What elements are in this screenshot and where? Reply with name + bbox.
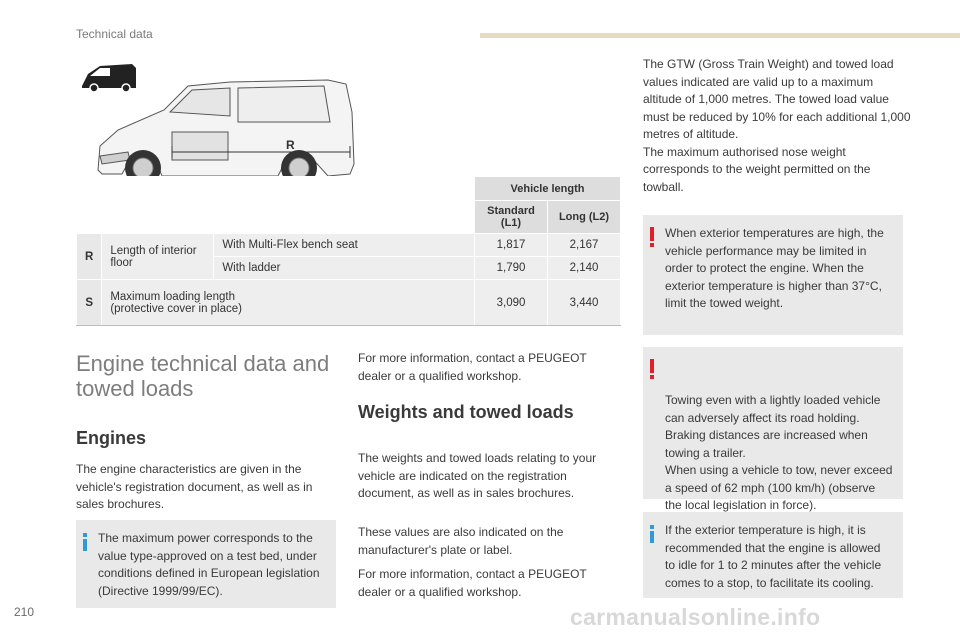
plate-text: These values are also indicated on the manufacturer's plate or label.	[358, 525, 564, 557]
row-label-max-loading: Maximum loading length (protective cover in place)	[102, 280, 475, 326]
value-max-loading-standard: 3,090	[475, 280, 548, 326]
gtw-text: The GTW (Gross Train Weight) and towed load values indicated are valid up to a maximum altitude of 1,000 metres. The towed load value must be reduced by 10% for each additional 1,000 metres of altitude. The maximum authorised nose weight corresponds to the weight permitted on the towball.	[643, 57, 911, 194]
warning-text-1: When exterior temperatures are high, the vehicle performance may be limited in order to protect the engine. When the exterior temperature is higher than 37°C, limit the towed weight.	[665, 226, 884, 310]
info-icon	[83, 533, 87, 551]
dimension-r-label: R	[286, 138, 295, 152]
page-number: 210	[14, 605, 35, 619]
weights-heading: Weights and towed loads	[358, 402, 574, 422]
section-title: Engine technical data and towed loads	[76, 351, 330, 401]
engines-info-note	[76, 520, 336, 608]
engines-note-text: The maximum power corresponds to the value type-approved on a test bed, under conditions defined in European legislation (Directive 1999/99/EC).	[98, 531, 320, 598]
vehicle-length-header: Vehicle length	[475, 177, 621, 201]
col-header-long: Long (L2)	[548, 201, 621, 234]
contact-text-1: For more information, contact a PEUGEOT dealer or a qualified workshop.	[358, 351, 587, 383]
row-letter-s: S	[77, 280, 102, 326]
contact-text-2: For more information, contact a PEUGEOT dealer or a qualified workshop.	[358, 567, 587, 599]
warning-icon	[650, 359, 654, 379]
towing-warning-note	[643, 347, 903, 512]
engines-heading: Engines	[76, 428, 147, 448]
warning-icon	[650, 227, 654, 247]
engines-text: The engine characteristics are given in the vehicle's registration document, as well as in sales brochures.	[76, 462, 313, 511]
info-icon	[650, 525, 654, 543]
value-bench-long: 2,167	[548, 234, 621, 257]
van-thumbnail-icon	[82, 64, 136, 92]
vehicle-length-table	[76, 176, 621, 326]
value-ladder-long: 2,140	[548, 257, 621, 280]
warning-text-2: Towing even with a lightly loaded vehicle can adversely affect its road holding. Braking distances are increased when towing a trailer. When using a vehicle to tow, never exceed a speed of 62 mph (100 km/h) (observe the local legislation in force).	[665, 393, 893, 512]
row-sublabel-bench: With Multi-Flex bench seat	[214, 234, 475, 257]
watermark: carmanualsonline.info	[570, 604, 821, 630]
cooling-info-note	[643, 512, 903, 598]
col-header-standard: Standard (L1)	[475, 201, 548, 234]
temperature-warning-note	[643, 215, 903, 335]
value-bench-standard: 1,817	[475, 234, 548, 257]
row-sublabel-ladder: With ladder	[214, 257, 475, 280]
header-rule	[480, 33, 960, 38]
weights-text: The weights and towed loads relating to your vehicle are indicated on the registration document, as well as in sales brochures.	[358, 451, 597, 500]
row-label-interior-floor: Length of interior floor	[102, 234, 214, 280]
header-title: Technical data	[76, 27, 153, 41]
row-letter-r: R	[77, 234, 102, 280]
value-ladder-standard: 1,790	[475, 257, 548, 280]
value-max-loading-long: 3,440	[548, 280, 621, 326]
info-text: If the exterior temperature is high, it is recommended that the engine is allowed to idle for 1 to 2 minutes after the vehicle comes to a stop, to facilitate its cooling.	[665, 523, 882, 590]
